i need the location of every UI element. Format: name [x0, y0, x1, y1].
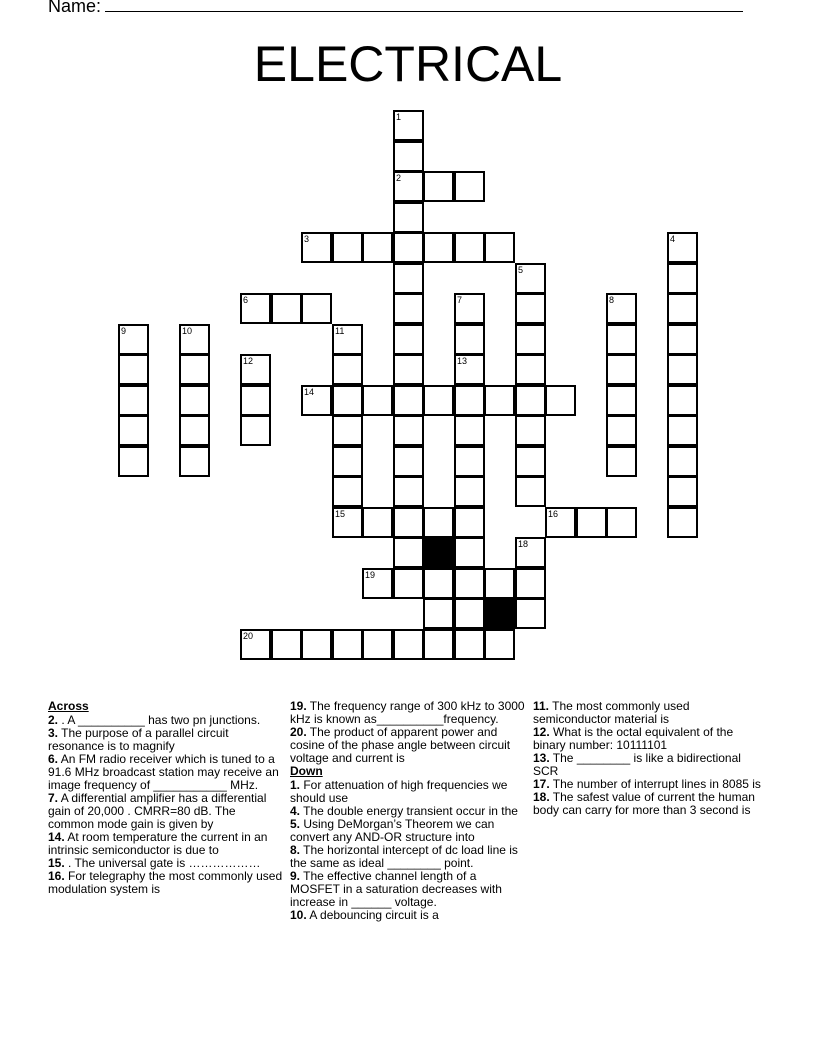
- clue-item: [533, 726, 769, 752]
- clue-item: [290, 909, 526, 922]
- crossword-cell[interactable]: [393, 354, 424, 385]
- crossword-cell[interactable]: [667, 354, 698, 385]
- crossword-cell[interactable]: [423, 598, 454, 629]
- crossword-cell[interactable]: [393, 568, 424, 599]
- crossword-cell[interactable]: [393, 263, 424, 294]
- clue-item: [48, 870, 284, 896]
- crossword-cell[interactable]: [667, 415, 698, 446]
- clue-text: The effective channel length of a MOSFET in a saturation decreases with increase in ______ voltage.: [290, 869, 502, 909]
- clue-text: The most commonly used semiconductor material is: [533, 699, 690, 726]
- crossword-cell[interactable]: [515, 324, 546, 355]
- crossword-cell[interactable]: [240, 629, 271, 660]
- crossword-cell[interactable]: [515, 415, 546, 446]
- crossword-cell[interactable]: [271, 629, 302, 660]
- crossword-cell[interactable]: [667, 476, 698, 507]
- crossword-cell[interactable]: [515, 476, 546, 507]
- clue-number: 8: [609, 295, 615, 305]
- crossword-cell[interactable]: [454, 629, 485, 660]
- crossword-cell[interactable]: [301, 293, 332, 324]
- across-heading: Across: [48, 699, 89, 713]
- crossword-cell[interactable]: [393, 293, 424, 324]
- clue-text: The frequency range of 300 kHz to 3000 kHz is known as__________frequency.: [290, 699, 525, 726]
- crossword-cell[interactable]: [667, 507, 698, 538]
- crossword-cell[interactable]: [454, 385, 485, 416]
- crossword-cell[interactable]: [606, 415, 637, 446]
- crossword-cell[interactable]: [484, 232, 515, 263]
- clue-number: 3: [304, 234, 310, 244]
- crossword-cell[interactable]: [454, 507, 485, 538]
- clue-item: [290, 844, 526, 870]
- clue-text: A differential amplifier has a differential gain of 20,000 . CMRR=80 dB. The common mode gain is given by: [48, 791, 267, 831]
- crossword-cell[interactable]: [576, 507, 607, 538]
- crossword-cell[interactable]: [332, 415, 363, 446]
- crossword-cell[interactable]: [393, 446, 424, 477]
- crossword-cell[interactable]: [179, 446, 210, 477]
- clue-number: 14: [304, 387, 315, 397]
- crossword-cell[interactable]: [667, 232, 698, 263]
- clue-number-label: 14.: [48, 830, 65, 844]
- crossword-cell[interactable]: [454, 598, 485, 629]
- crossword-cell[interactable]: [393, 232, 424, 263]
- crossword-cell[interactable]: [393, 415, 424, 446]
- crossword-cell[interactable]: [118, 324, 149, 355]
- crossword-cell[interactable]: [667, 324, 698, 355]
- clue-item: [290, 818, 526, 844]
- clue-number-label: 11.: [533, 699, 550, 713]
- clue-number-label: 19.: [290, 699, 307, 713]
- down-heading: Down: [290, 764, 323, 778]
- crossword-cell[interactable]: [362, 232, 393, 263]
- crossword-cell[interactable]: [301, 232, 332, 263]
- crossword-cell[interactable]: [301, 385, 332, 416]
- crossword-cell[interactable]: [484, 629, 515, 660]
- puzzle-title: ELECTRICAL: [253, 36, 563, 92]
- black-square: [484, 598, 515, 629]
- crossword-cell[interactable]: [393, 202, 424, 233]
- clue-item: [48, 792, 284, 831]
- crossword-cell[interactable]: [118, 446, 149, 477]
- clue-text: The double energy transient occur in the: [300, 804, 518, 818]
- crossword-cell[interactable]: [454, 232, 485, 263]
- clue-number: 13: [457, 356, 468, 366]
- crossword-cell[interactable]: [515, 293, 546, 324]
- crossword-cell[interactable]: [606, 385, 637, 416]
- crossword-cell[interactable]: [332, 385, 363, 416]
- crossword-cell[interactable]: [515, 385, 546, 416]
- crossword-cell[interactable]: [606, 354, 637, 385]
- clue-number-label: 18.: [533, 790, 550, 804]
- clues-column-1: [48, 700, 284, 896]
- crossword-cell[interactable]: [515, 263, 546, 294]
- clue-number-label: 9.: [290, 869, 301, 883]
- clue-text: At room temperature the current in an intrinsic semiconductor is due to: [48, 830, 268, 857]
- crossword-cell[interactable]: [515, 598, 546, 629]
- clue-number-label: 16.: [48, 869, 65, 883]
- crossword-cell[interactable]: [606, 507, 637, 538]
- clue-number: 6: [243, 295, 249, 305]
- clue-number: 9: [121, 326, 127, 336]
- clue-text: The safest value of current the human body can carry for more than 3 second is: [533, 790, 755, 817]
- clue-text: For telegraphy the most commonly used modulation system is: [48, 869, 283, 896]
- crossword-cell[interactable]: [667, 263, 698, 294]
- crossword-cell[interactable]: [454, 171, 485, 202]
- clue-number: 20: [243, 631, 254, 641]
- crossword-cell[interactable]: [454, 415, 485, 446]
- crossword-cell[interactable]: [393, 629, 424, 660]
- clue-text: What is the octal equivalent of the binary number: 10111101: [533, 725, 734, 752]
- clue-text: The horizontal intercept of dc load line is the same as ideal ________ point.: [290, 843, 518, 870]
- clue-text: The purpose of a parallel circuit resonance is to magnify: [48, 726, 229, 753]
- clue-item: [48, 727, 284, 753]
- crossword-cell[interactable]: [515, 354, 546, 385]
- crossword-cell[interactable]: [423, 629, 454, 660]
- clue-number: 2: [396, 173, 402, 183]
- clue-number-label: 3.: [48, 726, 59, 740]
- crossword-cell[interactable]: [301, 629, 332, 660]
- crossword-cell[interactable]: [393, 141, 424, 172]
- crossword-cell[interactable]: [118, 415, 149, 446]
- crossword-cell[interactable]: [454, 324, 485, 355]
- crossword-cell[interactable]: [393, 476, 424, 507]
- crossword-cell[interactable]: [393, 171, 424, 202]
- clue-number-label: 10.: [290, 908, 307, 922]
- crossword-cell[interactable]: [118, 354, 149, 385]
- crossword-cell[interactable]: [667, 385, 698, 416]
- clue-text: The ________ is like a bidirectional SCR: [533, 751, 741, 778]
- crossword-cell[interactable]: [179, 385, 210, 416]
- clue-number-label: 2.: [48, 713, 59, 727]
- crossword-cell[interactable]: [454, 537, 485, 568]
- crossword-cell[interactable]: [423, 232, 454, 263]
- clue-number-label: 5.: [290, 817, 301, 831]
- clue-number-label: 17.: [533, 777, 550, 791]
- clue-number: 10: [182, 326, 193, 336]
- clue-number: 16: [548, 509, 559, 519]
- clue-item: [48, 753, 284, 792]
- clue-number: 15: [335, 509, 346, 519]
- crossword-cell[interactable]: [332, 232, 363, 263]
- crossword-cell[interactable]: [362, 568, 393, 599]
- crossword-cell[interactable]: [515, 446, 546, 477]
- clues-column-2: [290, 700, 526, 922]
- crossword-cell[interactable]: [240, 293, 271, 324]
- clue-number: 11: [335, 326, 345, 336]
- crossword-cell[interactable]: [606, 446, 637, 477]
- crossword-cell[interactable]: [240, 354, 271, 385]
- crossword-cell[interactable]: [271, 293, 302, 324]
- clue-number-label: 6.: [48, 752, 59, 766]
- clue-item: [290, 700, 526, 726]
- crossword-cell[interactable]: [332, 629, 363, 660]
- clue-number: 5: [518, 265, 524, 275]
- crossword-cell[interactable]: [667, 293, 698, 324]
- clue-number: 18: [518, 539, 529, 549]
- clue-number: 19: [365, 570, 376, 580]
- crossword-cell[interactable]: [454, 446, 485, 477]
- crossword-cell[interactable]: [332, 354, 363, 385]
- crossword-cell[interactable]: [362, 385, 393, 416]
- crossword-cell[interactable]: [179, 324, 210, 355]
- crossword-cell[interactable]: [423, 507, 454, 538]
- clue-item: [290, 726, 526, 765]
- crossword-cell[interactable]: [454, 354, 485, 385]
- crossword-cell[interactable]: [545, 385, 576, 416]
- clue-item: [48, 831, 284, 857]
- crossword-cell[interactable]: [484, 385, 515, 416]
- crossword-cell[interactable]: [667, 446, 698, 477]
- clue-text: . The universal gate is ………………: [64, 856, 261, 870]
- crossword-cell[interactable]: [454, 476, 485, 507]
- clue-number-label: 15.: [48, 856, 65, 870]
- black-square: [423, 537, 454, 568]
- crossword-cell[interactable]: [362, 507, 393, 538]
- crossword-cell[interactable]: [332, 507, 363, 538]
- clues-column-3: [533, 700, 769, 817]
- clue-text: Using DeMorgan’s Theorem we can convert any AND-OR structure into: [290, 817, 495, 844]
- clue-number-label: 20.: [290, 725, 307, 739]
- clue-text: . A __________ has two pn junctions.: [58, 713, 261, 727]
- clue-number-label: 1.: [290, 778, 301, 792]
- clue-text: For attenuation of high frequencies we should use: [290, 778, 508, 805]
- clue-number-label: 7.: [48, 791, 59, 805]
- crossword-cell[interactable]: [423, 171, 454, 202]
- clue-number-label: 12.: [533, 725, 550, 739]
- clue-number: 4: [670, 234, 676, 244]
- crossword-cell[interactable]: [545, 507, 576, 538]
- crossword-cell[interactable]: [454, 293, 485, 324]
- crossword-cell[interactable]: [179, 415, 210, 446]
- crossword-cell[interactable]: [393, 537, 424, 568]
- crossword-cell[interactable]: [515, 568, 546, 599]
- clue-text: The product of apparent power and cosine of the phase angle between circuit voltage and current is: [290, 725, 511, 765]
- clue-text: A debouncing circuit is a: [306, 908, 439, 922]
- crossword-cell[interactable]: [515, 537, 546, 568]
- crossword-cell[interactable]: [393, 110, 424, 141]
- crossword-cell[interactable]: [454, 568, 485, 599]
- clue-text: The number of interrupt lines in 8085 is: [549, 777, 761, 791]
- crossword-cell[interactable]: [332, 324, 363, 355]
- clue-item: [533, 700, 769, 726]
- clue-number: 1: [396, 112, 402, 122]
- clue-number: 12: [243, 356, 254, 366]
- crossword-cell[interactable]: [118, 385, 149, 416]
- clue-item: [290, 779, 526, 805]
- clue-item: [290, 870, 526, 909]
- crossword-cell[interactable]: [240, 385, 271, 416]
- crossword-cell[interactable]: [179, 354, 210, 385]
- clue-number-label: 4.: [290, 804, 301, 818]
- crossword-cell[interactable]: [606, 324, 637, 355]
- clue-number-label: 13.: [533, 751, 550, 765]
- clue-item: [533, 791, 769, 817]
- clue-number-label: 8.: [290, 843, 301, 857]
- name-label: Name:: [48, 0, 102, 16]
- crossword-cell[interactable]: [484, 568, 515, 599]
- crossword-cell[interactable]: [362, 629, 393, 660]
- crossword-cell[interactable]: [240, 415, 271, 446]
- crossword-cell[interactable]: [332, 446, 363, 477]
- clue-text: An FM radio receiver which is tuned to a 91.6 MHz broadcast station may receive an image frequency of ___________ MHz.: [48, 752, 279, 792]
- crossword-cell[interactable]: [423, 385, 454, 416]
- clue-number: 7: [457, 295, 463, 305]
- crossword-cell[interactable]: [332, 476, 363, 507]
- crossword-cell[interactable]: [393, 385, 424, 416]
- crossword-cell[interactable]: [393, 324, 424, 355]
- crossword-cell[interactable]: [606, 293, 637, 324]
- crossword-cell[interactable]: [393, 507, 424, 538]
- clue-item: [533, 752, 769, 778]
- crossword-cell[interactable]: [423, 568, 454, 599]
